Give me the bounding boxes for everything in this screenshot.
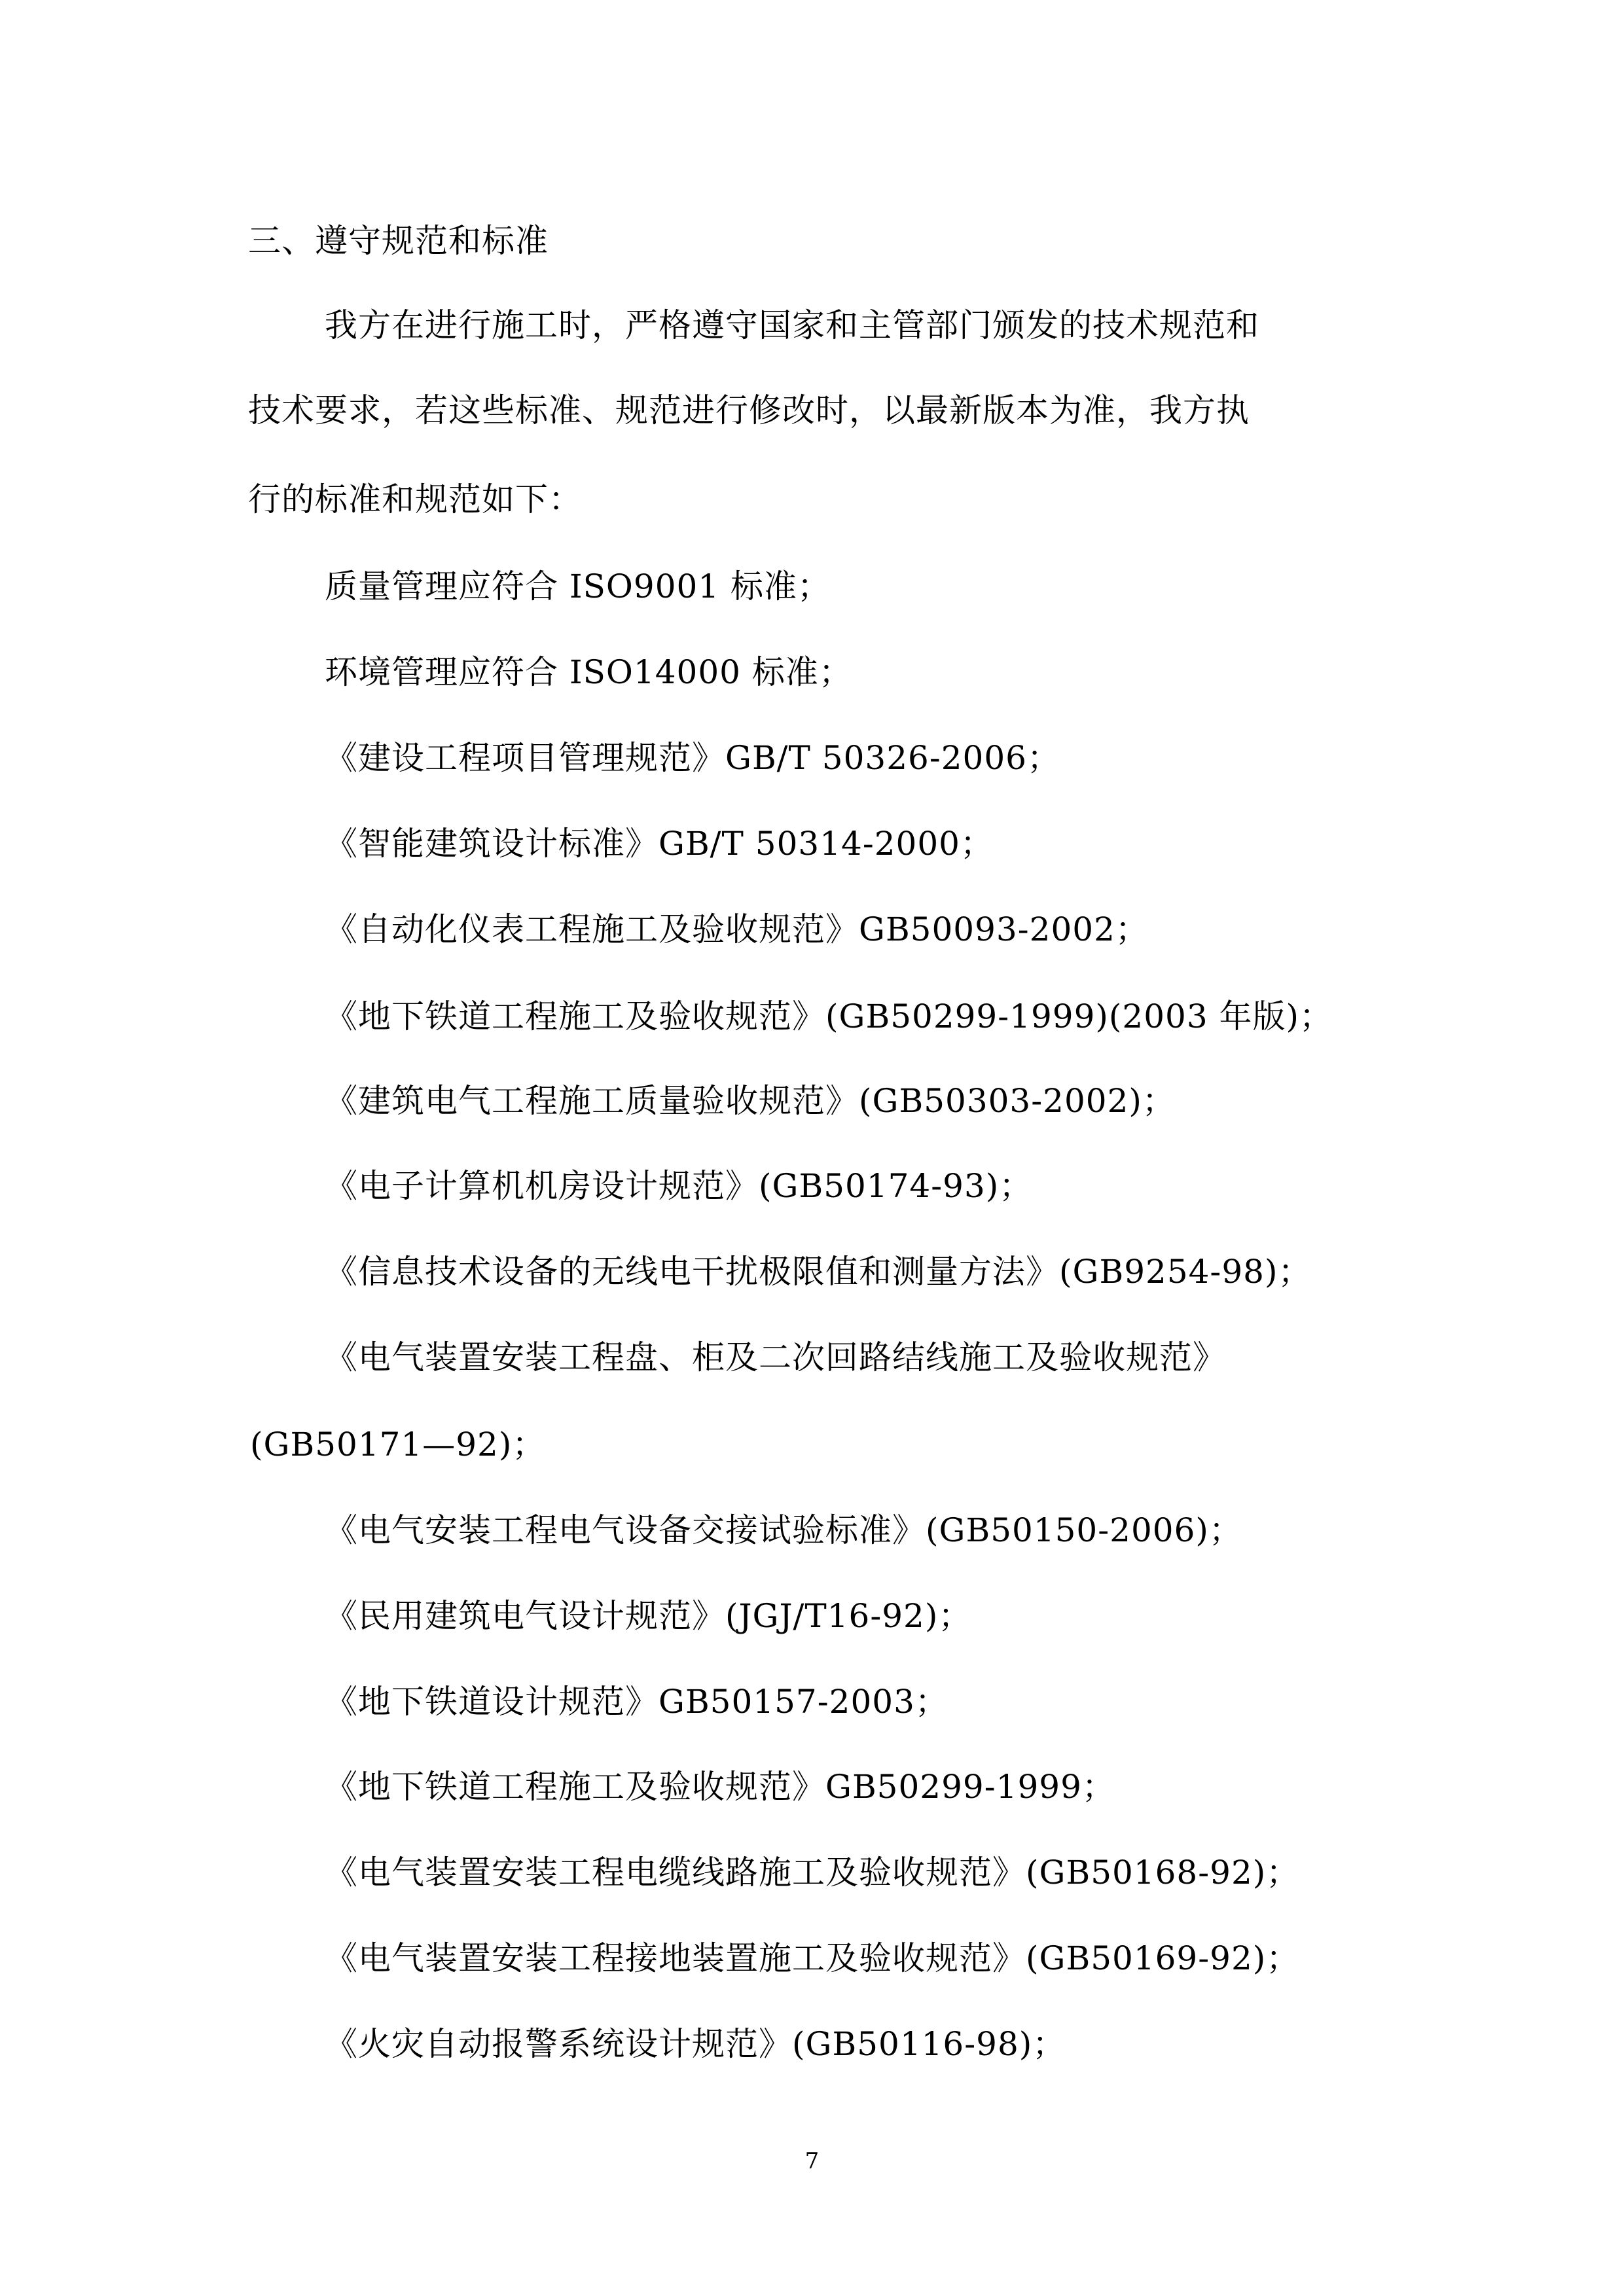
standard-item: 《智能建筑设计标准》GB/T 50314-2000；	[325, 825, 994, 863]
intro-paragraph-line: 我方在进行施工时，严格遵守国家和主管部门颁发的技术规范和	[325, 306, 1259, 344]
section-heading: 三、遵守规范和标准	[248, 222, 549, 260]
standard-item: 《电子计算机机房设计规范》(GB50174-93)；	[325, 1167, 1033, 1205]
standard-item: 《电气装置安装工程电缆线路施工及验收规范》(GB50168-92)；	[325, 1854, 1300, 1892]
standard-item: 《电气装置安装工程接地装置施工及验收规范》(GB50169-92)；	[325, 1939, 1300, 1977]
standard-item: 《电气安装工程电气设备交接试验标准》(GB50150-2006)；	[325, 1511, 1242, 1549]
standard-item: 《信息技术设备的无线电干扰极限值和测量方法》(GB9254-98)；	[325, 1253, 1312, 1291]
standard-item: 《火灾自动报警系统设计规范》(GB50116-98)；	[325, 2025, 1066, 2063]
standard-item-continuation: (GB50171—92)；	[250, 1426, 546, 1463]
standard-item: 《自动化仪表工程施工及验收规范》GB50093-2002；	[325, 910, 1149, 948]
intro-paragraph-line: 技术要求，若这些标准、规范进行修改时，以最新版本为准，我方执	[248, 391, 1250, 429]
intro-paragraph-line: 行的标准和规范如下：	[248, 480, 582, 518]
standard-item: 《建筑电气工程施工质量验收规范》(GB50303-2002)；	[325, 1082, 1176, 1120]
standard-item: 环境管理应符合 ISO14000 标准；	[325, 653, 852, 691]
standard-item: 《地下铁道工程施工及验收规范》(GB50299-1999)(2003 年版)；	[325, 997, 1333, 1035]
standard-item: 《民用建筑电气设计规范》(JGJ/T16-92)；	[325, 1597, 972, 1635]
standard-item: 《地下铁道工程施工及验收规范》GB50299-1999；	[325, 1768, 1115, 1806]
standard-item: 《建设工程项目管理规范》GB/T 50326-2006；	[325, 739, 1060, 777]
standard-item: 质量管理应符合 ISO9001 标准；	[325, 567, 831, 605]
standard-item: 《地下铁道设计规范》GB50157-2003；	[325, 1683, 948, 1721]
standard-item: 《电气装置安装工程盘、柜及二次回路结线施工及验收规范》	[325, 1338, 1226, 1376]
page-number: 7	[804, 2148, 820, 2174]
